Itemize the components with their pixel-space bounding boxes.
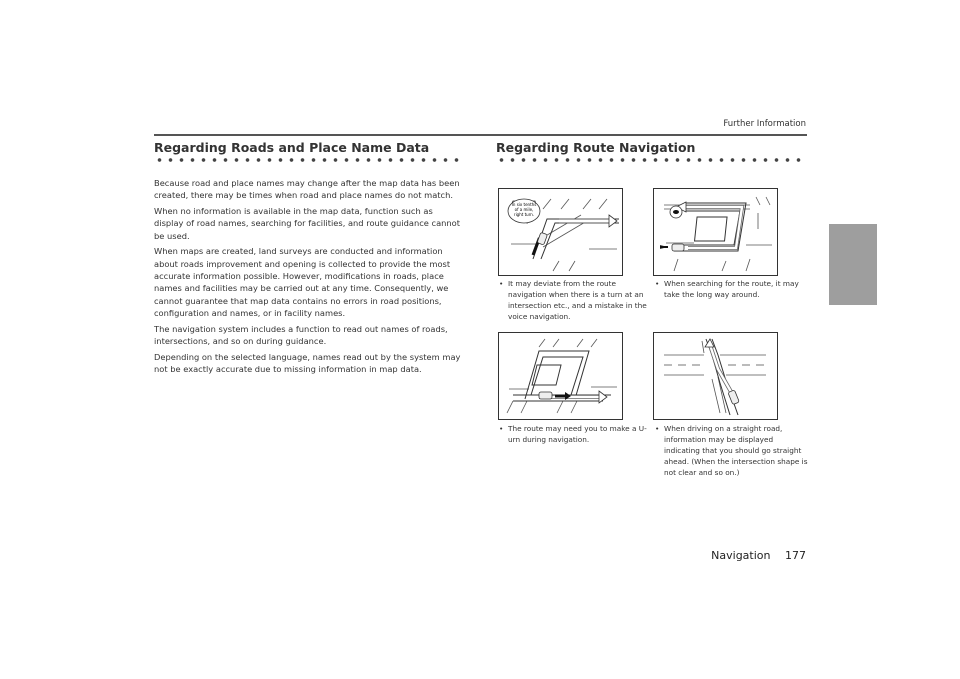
bullet-symbol: • xyxy=(499,279,504,288)
map-illustration xyxy=(654,189,777,275)
page-footer xyxy=(711,549,806,562)
bubble-line: of a mile, xyxy=(514,207,534,212)
caption-text: When driving on a straight road, information may be displayed indicating that you should go straight ahead. (When the intersection shape is not clear and so on.) xyxy=(664,424,808,477)
bubble-line: In six tenths xyxy=(511,202,537,207)
map-illustration xyxy=(654,333,777,419)
page-number: 177 xyxy=(785,549,806,562)
bullet-symbol: • xyxy=(655,279,660,288)
footer-chapter: Navigation xyxy=(711,549,771,562)
chapter-side-tab xyxy=(829,224,877,305)
caption-u-turn xyxy=(499,423,654,445)
illustration-u-turn xyxy=(498,332,623,420)
roads-paragraph: When maps are created, land surveys are conducted and information about roads improvement and opening is collected to provide the most accurate information possible. However, modifications in roads, place names and facilities may be carried out at any time. Consequently, we cannot guarantee that map data contains no errors in road positions, configuration and names, or in facility names. xyxy=(154,246,451,318)
caption-wrong-turn xyxy=(499,278,654,322)
roads-paragraph: When no information is available in the map data, function such as display of road names, searching for facilities, and route guidance cannot be used. xyxy=(154,206,461,241)
illustration-wrong-turn xyxy=(498,188,623,276)
roads-heading-dotted-rule xyxy=(154,155,459,165)
map-illustration xyxy=(499,333,622,419)
route-heading-dotted-rule xyxy=(496,155,807,165)
roads-paragraph: The navigation system includes a function to read out names of roads, intersections, and so on during guidance. xyxy=(154,323,448,347)
bubble-line: right turn. xyxy=(513,212,535,217)
caption-straight-road xyxy=(655,423,810,478)
route-heading: Regarding Route Navigation xyxy=(496,140,696,155)
section-label: Further Information xyxy=(723,119,806,129)
caption-text: It may deviate from the route navigation when there is a turn at an intersection etc., and a mistake in the voice navigation. xyxy=(508,279,647,321)
header-rule xyxy=(154,134,807,136)
roads-paragraph: Because road and place names may change after the map data has been created, there may be times when road and place names do not match. xyxy=(154,178,460,201)
caption-long-way xyxy=(655,278,810,300)
illustration-long-way xyxy=(653,188,778,276)
roads-heading: Regarding Roads and Place Name Data xyxy=(154,140,430,155)
roads-paragraph: Depending on the selected language, names read out by the system may not be exactly accurate due to missing information in map data. xyxy=(154,351,461,375)
bullet-symbol: • xyxy=(655,424,660,433)
roads-body xyxy=(154,177,464,379)
bullet-symbol: • xyxy=(499,424,504,433)
map-illustration xyxy=(499,189,622,275)
illustration-straight-road xyxy=(653,332,778,420)
caption-text: The route may need you to make a U-urn during navigation. xyxy=(508,424,647,444)
caption-text: When searching for the route, it may take the long way around. xyxy=(664,279,799,299)
